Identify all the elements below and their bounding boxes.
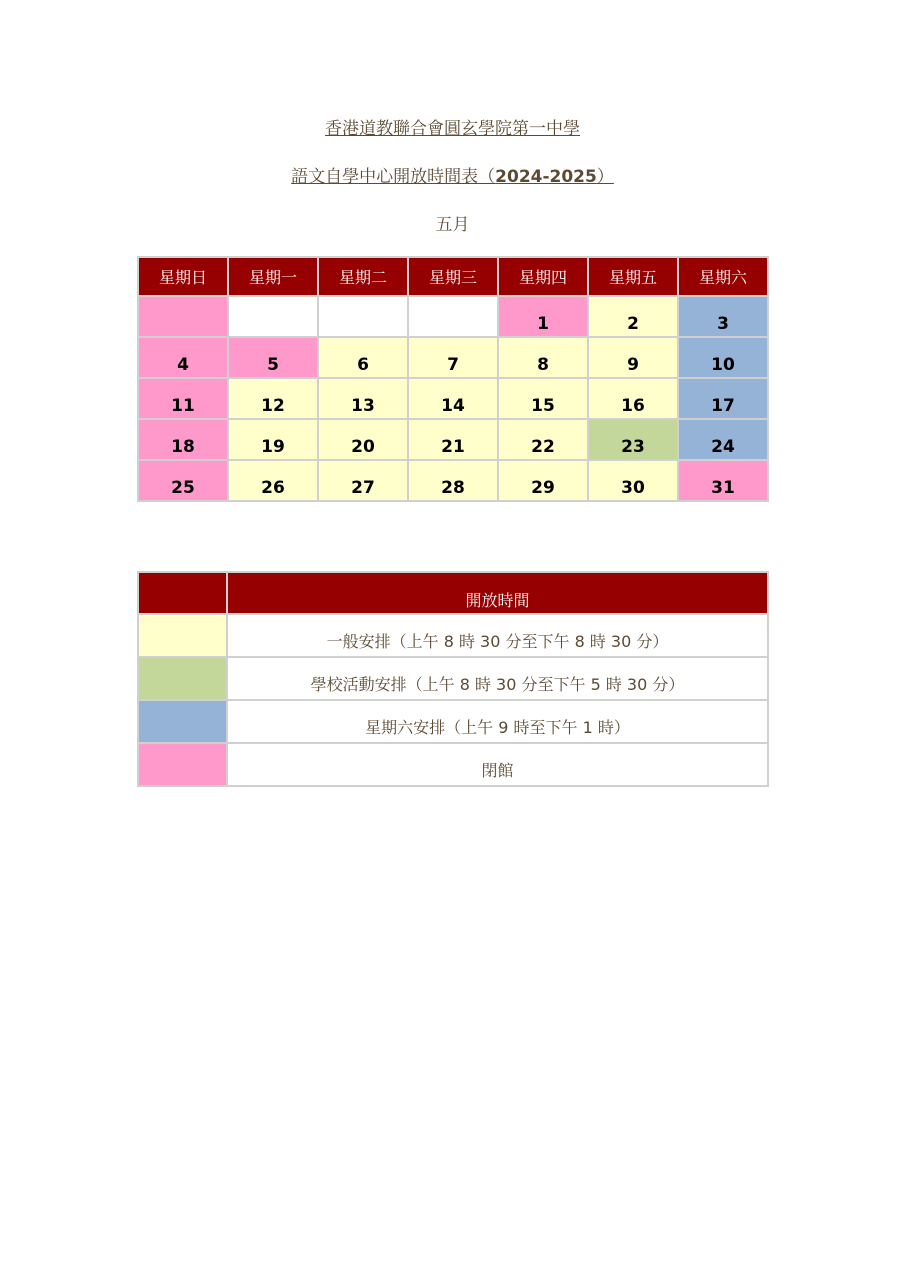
calendar-day-cell: 7 [409, 338, 497, 377]
calendar-week-row [139, 420, 767, 459]
calendar-day-cell: 9 [589, 338, 677, 377]
calendar-day-cell [139, 297, 227, 336]
legend-body [139, 615, 767, 785]
weekday-header: 星期三 [409, 258, 497, 295]
legend-description: 一般安排（上午 8 時 30 分至下午 8 時 30 分） [228, 615, 767, 656]
schedule-title [0, 162, 905, 187]
calendar-day-cell: 4 [139, 338, 227, 377]
legend-row [139, 701, 767, 742]
schedule-title-close: ） [596, 167, 614, 187]
calendar-day-cell: 29 [499, 461, 587, 500]
calendar-day-cell: 10 [679, 338, 767, 377]
legend-description: 學校活動安排（上午 8 時 30 分至下午 5 時 30 分） [228, 658, 767, 699]
calendar-day-cell: 31 [679, 461, 767, 500]
weekday-header: 星期日 [139, 258, 227, 295]
legend-row [139, 615, 767, 656]
calendar-week-row [139, 461, 767, 500]
weekday-header: 星期二 [319, 258, 407, 295]
calendar-day-cell: 23 [589, 420, 677, 459]
calendar-day-cell [229, 297, 317, 336]
schedule-title-text: 語文自學中心開放時間表（ [291, 167, 496, 187]
calendar-day-cell: 19 [229, 420, 317, 459]
legend-header-row [139, 573, 767, 613]
legend-color-swatch [139, 658, 226, 699]
calendar-day-cell: 16 [589, 379, 677, 418]
legend-description: 星期六安排（上午 9 時至下午 1 時） [228, 701, 767, 742]
calendar-body [139, 297, 767, 500]
calendar-day-cell [319, 297, 407, 336]
calendar-day-cell: 6 [319, 338, 407, 377]
legend-color-swatch [139, 701, 226, 742]
calendar-table [137, 256, 769, 502]
weekday-header: 星期五 [589, 258, 677, 295]
calendar-week-row [139, 297, 767, 336]
calendar-day-cell: 28 [409, 461, 497, 500]
legend-color-swatch [139, 744, 226, 785]
calendar-day-cell: 14 [409, 379, 497, 418]
calendar-day-cell: 11 [139, 379, 227, 418]
calendar-day-cell [409, 297, 497, 336]
calendar-day-cell: 26 [229, 461, 317, 500]
calendar-day-cell: 1 [499, 297, 587, 336]
weekday-header-row [139, 258, 767, 295]
calendar-day-cell: 20 [319, 420, 407, 459]
calendar-day-cell: 22 [499, 420, 587, 459]
schedule-year: 2024-2025 [495, 167, 597, 187]
calendar-day-cell: 18 [139, 420, 227, 459]
calendar-day-cell: 15 [499, 379, 587, 418]
calendar-day-cell: 21 [409, 420, 497, 459]
weekday-header: 星期六 [679, 258, 767, 295]
legend-row [139, 744, 767, 785]
calendar-day-cell: 5 [229, 338, 317, 377]
calendar-day-cell: 17 [679, 379, 767, 418]
school-name: 香港道教聯合會圓玄學院第一中學 [325, 119, 580, 139]
calendar-day-cell: 8 [499, 338, 587, 377]
legend-header-blank [139, 573, 226, 613]
calendar-week-row [139, 338, 767, 377]
weekday-header: 星期一 [229, 258, 317, 295]
calendar-day-cell: 27 [319, 461, 407, 500]
month-label: 五月 [435, 215, 470, 235]
calendar-day-cell: 3 [679, 297, 767, 336]
legend-row [139, 658, 767, 699]
legend-table [137, 571, 769, 787]
calendar-day-cell: 24 [679, 420, 767, 459]
calendar-day-cell: 2 [589, 297, 677, 336]
weekday-header: 星期四 [499, 258, 587, 295]
calendar-day-cell: 12 [229, 379, 317, 418]
calendar-week-row [139, 379, 767, 418]
legend-description: 閉館 [228, 744, 767, 785]
legend-header: 開放時間 [228, 573, 767, 613]
legend-color-swatch [139, 615, 226, 656]
calendar-day-cell: 30 [589, 461, 677, 500]
calendar-day-cell: 13 [319, 379, 407, 418]
calendar-day-cell: 25 [139, 461, 227, 500]
